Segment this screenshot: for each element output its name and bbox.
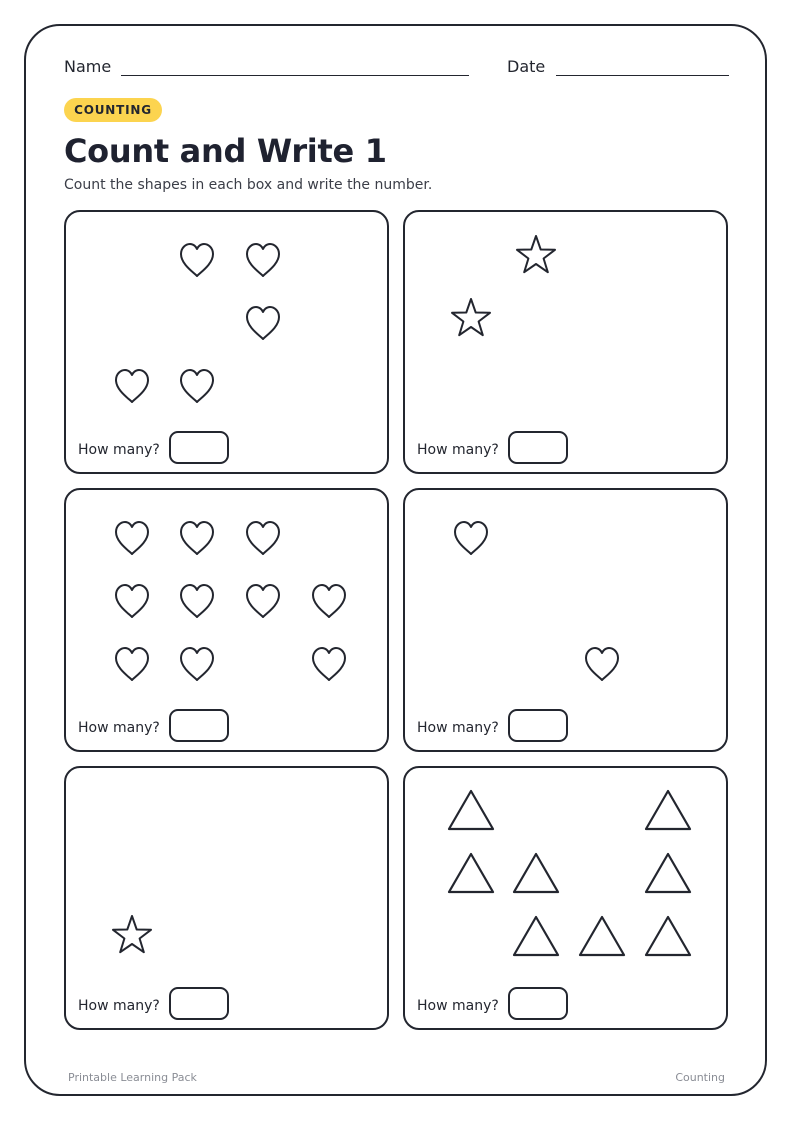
how-many-label: How many? (417, 720, 499, 736)
triangle-icon (646, 854, 690, 892)
heart-icon (116, 648, 148, 680)
heart-icon (455, 522, 487, 554)
footer-left: Printable Learning Pack (68, 1071, 197, 1084)
category-badge: COUNTING (64, 98, 162, 122)
heart-icon (181, 522, 213, 554)
heart-icon (116, 522, 148, 554)
how-many-label: How many? (78, 720, 160, 736)
how-many-label: How many? (78, 998, 160, 1014)
triangle-icon (580, 917, 624, 955)
heart-icon (116, 370, 148, 402)
heart-icon (181, 370, 213, 402)
page-title: Count and Write 1 (64, 132, 387, 170)
count-box-2 (403, 210, 728, 474)
heart-icon (247, 307, 279, 339)
heart-icon (116, 585, 148, 617)
triangle-icon (514, 854, 558, 892)
heart-icon (313, 585, 345, 617)
footer-right: Counting (675, 1071, 725, 1084)
count-box-3 (64, 488, 389, 752)
heart-icon (586, 648, 618, 680)
triangle-icon (514, 917, 558, 955)
heart-icon (181, 244, 213, 276)
count-box-5 (64, 766, 389, 1030)
how-many-label: How many? (417, 998, 499, 1014)
answer-box-6[interactable] (508, 987, 568, 1020)
name-line[interactable] (121, 75, 469, 76)
answer-box-2[interactable] (508, 431, 568, 464)
date-line[interactable] (556, 75, 729, 76)
date-label: Date (507, 57, 546, 76)
heart-icon (313, 648, 345, 680)
answer-box-1[interactable] (169, 431, 229, 464)
heart-icon (181, 648, 213, 680)
heart-icon (247, 244, 279, 276)
star-icon (517, 236, 555, 272)
count-box-1 (64, 210, 389, 474)
count-box-4 (403, 488, 728, 752)
triangle-icon (449, 854, 493, 892)
how-many-label: How many? (78, 442, 160, 458)
heart-icon (247, 522, 279, 554)
answer-box-5[interactable] (169, 987, 229, 1020)
triangle-icon (646, 917, 690, 955)
triangle-icon (646, 791, 690, 829)
star-icon (452, 299, 490, 335)
heart-icon (181, 585, 213, 617)
answer-box-3[interactable] (169, 709, 229, 742)
instructions: Count the shapes in each box and write the number. (64, 177, 433, 193)
how-many-label: How many? (417, 442, 499, 458)
heart-icon (247, 585, 279, 617)
count-box-6 (403, 766, 728, 1030)
name-label: Name (64, 57, 112, 76)
star-icon (113, 916, 151, 952)
triangle-icon (449, 791, 493, 829)
answer-box-4[interactable] (508, 709, 568, 742)
